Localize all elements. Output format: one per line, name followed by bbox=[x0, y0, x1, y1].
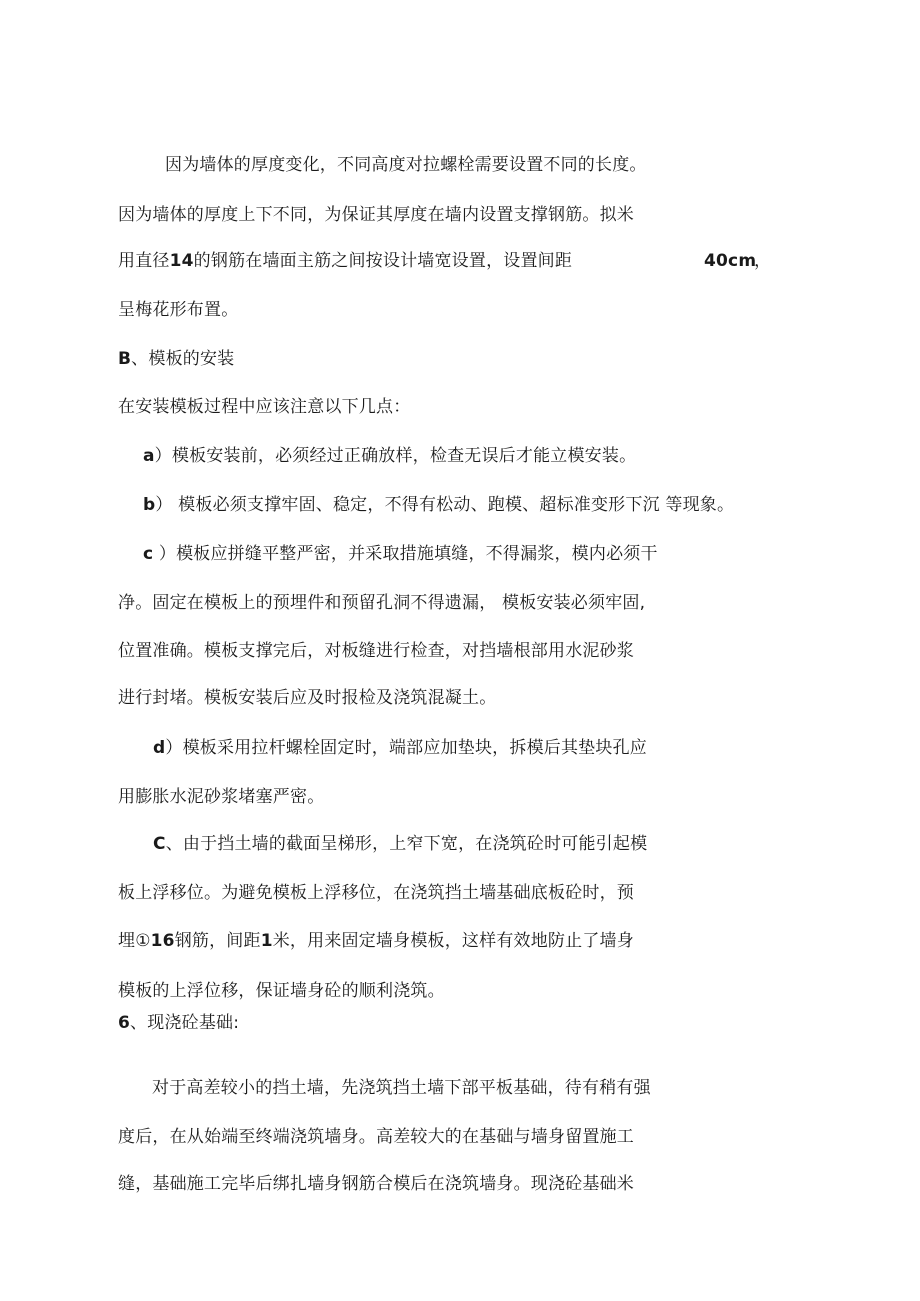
text-span: 板上浮移位。为避免模板上浮移位，在浇筑挡土墙基础底板砼时，预 bbox=[118, 883, 634, 903]
section-marker: C bbox=[153, 834, 166, 854]
paragraph-line bbox=[118, 640, 634, 662]
number-span: 1 bbox=[260, 931, 273, 951]
text-span: 度后，在从始端至终端浇筑墙身。高差较大的在基础与墙身留置施工 bbox=[118, 1127, 634, 1147]
text-span: 用膨胀水泥砂浆堵塞严密。 bbox=[118, 787, 325, 807]
section-c-heading bbox=[153, 833, 647, 855]
text-span: 米，用来固定墙身模板，这样有效地防止了墙身 bbox=[272, 931, 634, 951]
text-span: 进行封堵。模板安装后应及时报检及浇筑混凝土。 bbox=[118, 688, 497, 708]
item-marker: d bbox=[153, 738, 166, 758]
list-item-d bbox=[153, 737, 647, 759]
paragraph-line bbox=[118, 786, 324, 808]
text-span: 在安装模板过程中应该注意以下几点： bbox=[118, 397, 411, 417]
section-title: 、模板的安装 bbox=[131, 349, 235, 369]
section-number: 6 bbox=[118, 1013, 131, 1033]
paragraph-line bbox=[118, 1173, 634, 1195]
text-span: 对于高差较小的挡土墙，先浇筑挡土墙下部平板基础，待有稍有强 bbox=[152, 1078, 651, 1098]
text-span: 因为墙体的厚度上下不同，为保证其厚度在墙内设置支撑钢筋。拟米 bbox=[118, 205, 634, 225]
text-span: 钢筋，间距 bbox=[174, 931, 261, 951]
item-marker: c bbox=[143, 544, 154, 564]
text-span: 用直径 bbox=[118, 251, 170, 271]
paragraph-line bbox=[118, 396, 410, 418]
paragraph-line bbox=[118, 980, 445, 1002]
text-span: ， bbox=[754, 251, 772, 271]
section-6-heading bbox=[118, 1012, 239, 1034]
text-span: ）模板应拼缝平整严密，并采取措施填缝，不得漏浆，模内必须干 bbox=[153, 544, 658, 564]
paragraph-line bbox=[118, 882, 634, 904]
paragraph-line bbox=[118, 930, 634, 952]
text-span: 模板的上浮位移，保证墙身砼的顺利浇筑。 bbox=[118, 981, 445, 1001]
text-span: 净。固定在模板上的预埋件和预留孔洞不得遗漏， 模板安装必须牢固, bbox=[118, 593, 646, 613]
section-b-heading bbox=[118, 348, 234, 370]
paragraph-line bbox=[118, 204, 634, 226]
text-span: 埋① bbox=[118, 931, 151, 951]
text-span: 的钢筋在墙面主筋之间按设计墙宽设置，设置间距 bbox=[193, 251, 573, 271]
spacing-value: 40cm bbox=[704, 251, 757, 271]
text-span: ）模板安装前，必须经过正确放样，检查无误后才能立模安装。 bbox=[154, 446, 637, 466]
paragraph-line bbox=[165, 154, 647, 176]
text-span: ） 模板必须支撑牢固、稳定，不得有松动、跑模、超标准变形下沉 等现象。 bbox=[155, 495, 735, 515]
paragraph-line bbox=[118, 592, 645, 614]
paragraph-line bbox=[118, 1126, 634, 1148]
paragraph-line bbox=[118, 250, 798, 272]
list-item-c bbox=[143, 543, 658, 565]
paragraph-line bbox=[118, 299, 238, 321]
text-span: 位置准确。模板支撑完后，对板缝进行检查，对挡墙根部用水泥砂浆 bbox=[118, 641, 634, 661]
text-span: ）模板采用拉杆螺栓固定时，端部应加垫块，拆模后其垫块孔应 bbox=[165, 738, 647, 758]
paragraph-line bbox=[118, 687, 496, 709]
item-marker: b bbox=[143, 495, 156, 515]
item-marker: a bbox=[143, 446, 155, 466]
text-span: 呈梅花形布置。 bbox=[118, 300, 239, 320]
number-span: 16 bbox=[150, 931, 175, 951]
list-item-a bbox=[143, 445, 636, 467]
paragraph-line bbox=[152, 1077, 651, 1099]
number-span: 14 bbox=[169, 251, 194, 271]
section-marker: B bbox=[118, 349, 132, 369]
text-span: 、由于挡土墙的截面呈梯形，上窄下宽，在浇筑砼时可能引起模 bbox=[165, 834, 648, 854]
text-span: 因为墙体的厚度变化，不同高度对拉螺栓需要设置不同的长度。 bbox=[165, 155, 647, 175]
section-title: 、现浇砼基础: bbox=[130, 1013, 240, 1033]
list-item-b bbox=[143, 494, 734, 516]
text-span: 缝，基础施工完毕后绑扎墙身钢筋合模后在浇筑墙身。现浇砼基础米 bbox=[118, 1174, 634, 1194]
